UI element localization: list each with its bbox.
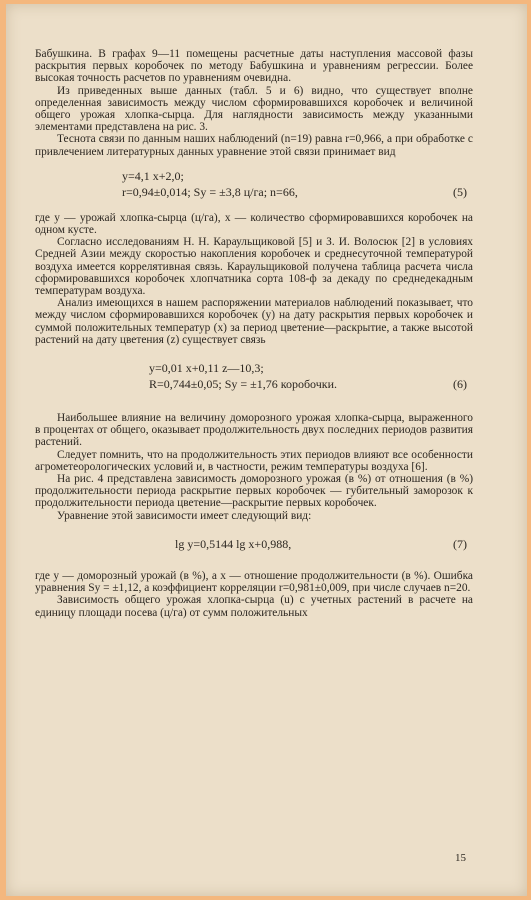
page-body [35, 48, 473, 619]
equation-6-stats [35, 378, 473, 394]
equation-number: (6) [453, 377, 467, 392]
equation-line: y=4,1 x+2,0; [122, 168, 184, 183]
page-number: 15 [455, 852, 466, 864]
paragraph: где y — доморозный урожай (в %), а x — отношение продолжительности (в %). Ошибка уравнения Sy = ±1,12, а коэффициент корреляции r=0,981±0,009, при числе случаев n=20. [35, 569, 473, 595]
equation-line: R=0,744±0,05; Sy = ±1,76 коробочки. [149, 377, 338, 392]
paragraph: Наибольшее влияние на величину доморозного урожая хлопка-сырца, выраженного в процентах от общего, оказывает продолжительность двух последних периодов развития растений. [35, 412, 473, 449]
equation-5-stats [35, 186, 473, 202]
equation-number: (7) [453, 536, 467, 551]
paragraph: На рис. 4 представлена зависимость доморозного урожая (в %) от отношения (в %) продолжительности периода раскрытие первых коробочек — губительный заморозок к продолжительности периода цветение—раскрытие первых коробочек. [35, 473, 473, 510]
paragraph: Уравнение этой зависимости имеет следующий вид: [57, 509, 312, 522]
paragraph: где y — урожай хлопка-сырца (ц/га), x — количество сформировавшихся коробочек на одном кусте. [35, 211, 473, 237]
book-page [6, 4, 527, 896]
paragraph: Зависимость общего урожая хлопка-сырца (u) с учетных растений в расчете на единицу площади посева (ц/га) от сумм положительных [35, 594, 473, 619]
paragraph: Теснота связи по данным наших наблюдений (n=19) равна r=0,966, а при обработке с привлечением литературных данных уравнение этой связи принимает вид [35, 133, 473, 158]
equation-number: (5) [453, 184, 467, 199]
paragraph: Следует помнить, что на продолжительность этих периодов влияют все особенности агрометеорологических условий и, в частности, режим температуры воздуха [6]. [35, 448, 473, 473]
paragraph: Анализ имеющихся в нашем распоряжении материалов наблюдений показывает, что между числом сформировавшихся коробочек (y) на дату раскрытия первых коробочек и суммой положительных температур (x) за период цветение—раскрытие, а также высотой растений на дату цветения (z) существует связь [35, 297, 473, 346]
equation-7 [35, 538, 473, 554]
equation-5 [35, 170, 473, 186]
equation-line: lg y=0,5144 lg x+0,988, [175, 536, 292, 551]
paragraph: Бабушкина. В графах 9—11 помещены расчетные даты наступления массовой фазы раскрытия первых коробочек по методу Бабушкина и уравнениям регрессии. Более высокая точность расчетов по уравнениям очевидна. [35, 48, 473, 85]
paragraph: Согласно исследованиям Н. Н. Караульщиковой [5] и З. И. Волосюк [2] в условиях Средней Азии между скоростью накопления коробочек и среднесуточной температурой воздуха имеется коррелятивная связь. Караульщиковой получена таблица расчета числа сформировавшихся коробочек хлопчатника сорта 108-ф за декаду по среднедекадным температурам воздуха. [35, 236, 473, 298]
equation-line: y=0,01 x+0,11 z—10,3; [149, 361, 264, 376]
equation-6 [35, 362, 473, 378]
equation-line: r=0,94±0,014; Sy = ±3,8 ц/га; n=66, [122, 184, 298, 199]
paragraph: Из приведенных выше данных (табл. 5 и 6) видно, что существует вполне определенная зависимость между числом сформировавшихся коробочек и величиной общего урожая хлопка-сырца. Для наглядности зависимость между указанными элементами представлена на рис. 3. [35, 84, 473, 134]
